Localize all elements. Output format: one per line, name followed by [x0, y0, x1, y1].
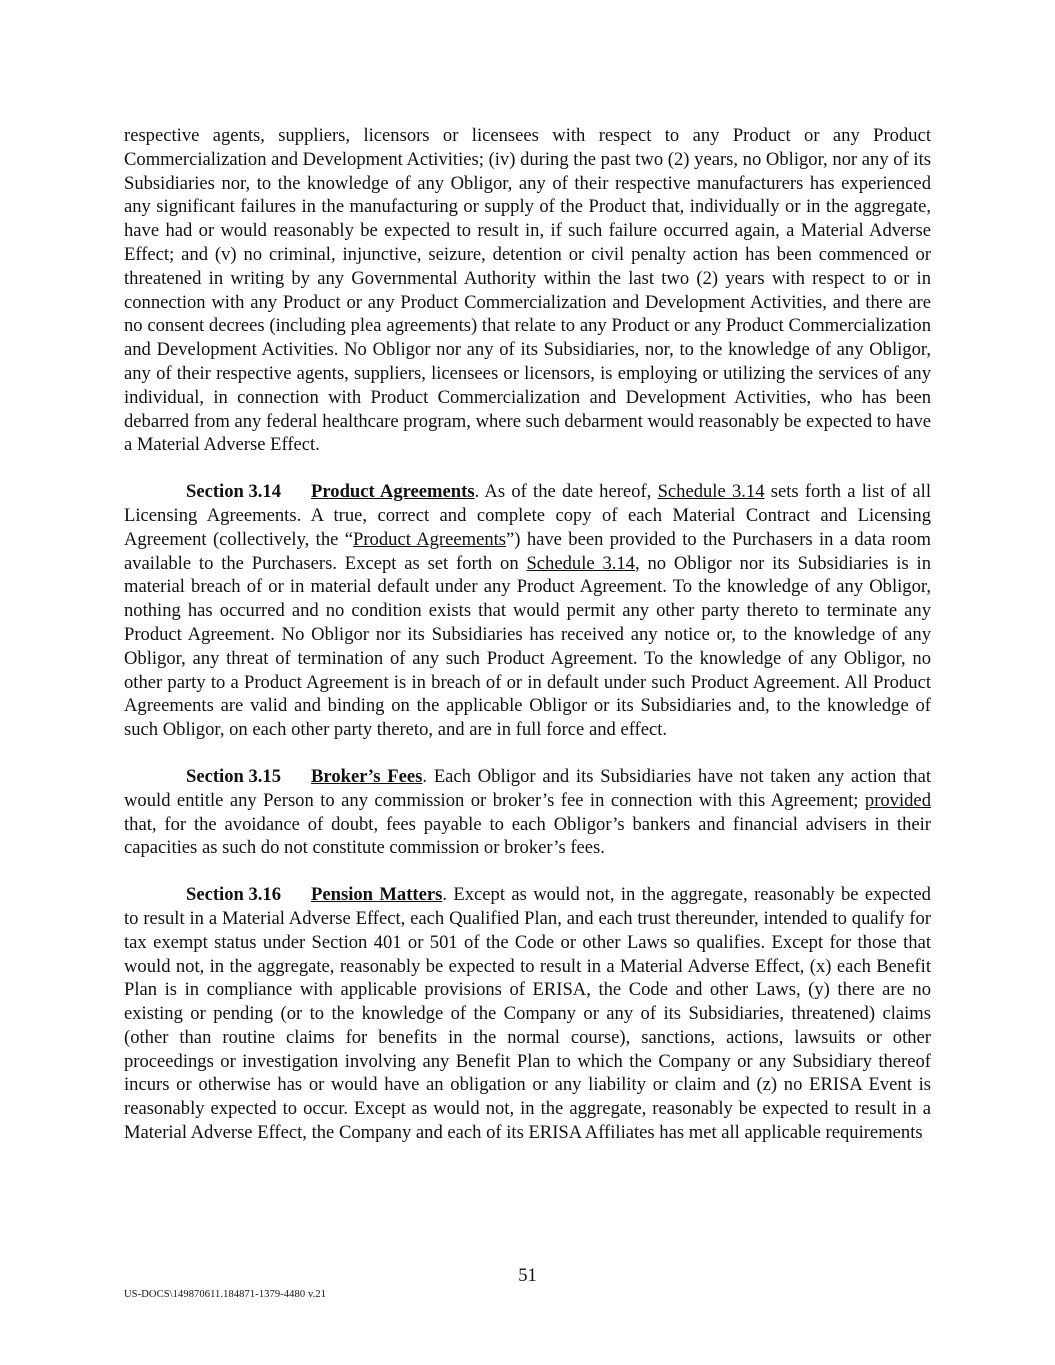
schedule-3-14-reference-2: Schedule 3.14: [526, 552, 635, 574]
section-3-15-title: Broker’s Fees: [311, 765, 423, 787]
product-agreements-defined-term: Product Agreements: [353, 528, 507, 550]
provided-proviso: provided: [864, 789, 931, 811]
section-3-15-text-2: that, for the avoidance of doubt, fees payable to each Obligor’s bankers and financial advisers in their capacities as such do not constitute commission or broker’s fees.: [124, 813, 931, 859]
section-3-14-text-2: sets forth a list of all Licensing Agreements. A true, correct and complete copy of each Material Contract and Licensing Agreement (collectively, the “: [124, 481, 931, 550]
section-3-14-title: Product Agreements: [311, 481, 475, 503]
page-number: 51: [518, 1265, 537, 1286]
document-body: [124, 124, 931, 1145]
schedule-3-14-reference: Schedule 3.14: [657, 481, 765, 503]
section-3-14-text-4: , no Obligor nor its Subsidiaries is in material breach of or in material default under any Product Agreement. To the knowledge of any Obligor, nothing has occurred and no condition exists that would permit any other party thereto to terminate any Product Agreement. No Obligor nor its Subsidiaries has received any notice or, to the knowledge of any Obligor, any threat of termination of any such Product Agreement. To the knowledge of any Obligor, no other party to a Product Agreement is in breach of or in default under such Product Agreement. All Product Agreements are valid and binding on the applicable Obligor or its Subsidiaries and, to the knowledge of such Obligor, on each other party thereto, and are in full force and effect.: [124, 552, 931, 741]
section-3-16-number: Section 3.16: [186, 884, 282, 906]
section-3-14-text-3: ”) have been provided to the Purchasers in a data room available to the Purchasers. Except as set forth on: [124, 528, 931, 574]
section-3-16-paragraph: [124, 883, 931, 1145]
section-3-15-paragraph: [124, 765, 931, 860]
section-3-15-number: Section 3.15: [186, 765, 282, 787]
section-3-14-paragraph: [124, 480, 931, 742]
section-3-16-title: Pension Matters: [311, 884, 443, 906]
section-3-14-number: Section 3.14: [186, 481, 282, 503]
section-3-14-text-1: . As of the date hereof,: [474, 481, 658, 503]
document-id: US-DOCS\149870611.184871-1379-4480 v.21: [124, 1289, 327, 1300]
section-3-15-text-1: . Each Obligor and its Subsidiaries have not taken any action that would entitle any Person to any commission or broker’s fee in connection with this Agreement;: [124, 765, 931, 811]
section-3-16-text-1: . Except as would not, in the aggregate, reasonably be expected to result in a Material Adverse Effect, each Qualified Plan, and each trust thereunder, intended to qualify for tax exempt status under Section 401 or 501 of the Code or other Laws so qualifies. Except for those that would not, in the aggregate, reasonably be expected to result in a Material Adverse Effect, (x) each Benefit Plan is in compliance with applicable provisions of ERISA, the Code and other Laws, (y) there are no existing or pending (or to the knowledge of the Company or any of its Subsidiaries, threatened) claims (other than routine claims for benefits in the normal course), sanctions, actions, lawsuits or other proceedings or investigation involving any Benefit Plan to which the Company or any Subsidiary thereof incurs or otherwise has or would have an obligation or any liability or claim and (z) no ERISA Event is reasonably expected to occur. Except as would not, in the aggregate, reasonably be expected to result in a Material Adverse Effect, the Company and each of its ERISA Affiliates has met all applicable requirements: [124, 884, 931, 1144]
continuation-paragraph: respective agents, suppliers, licensors or licensees with respect to any Product or any Product Commercialization and Development Activities; (iv) during the past two (2) years, no Obligor, nor any of its Subsidiaries nor, to the knowledge of any Obligor, any of their respective manufacturers has experienced any significant failures in the manufacturing or supply of the Product that, individually or in the aggregate, have had or would reasonably be expected to result in, if such failure occurred again, a Material Adverse Effect; and (v) no criminal, injunctive, seizure, detention or civil penalty action has been commenced or threatened in writing by any Governmental Authority within the last two (2) years with respect to or in connection with any Product or any Product Commercialization and Development Activities, and there are no consent decrees (including plea agreements) that relate to any Product or any Product Commercialization and Development Activities. No Obligor nor any of its Subsidiaries, nor, to the knowledge of any Obligor, any of their respective agents, suppliers, licensees or licensors, is employing or utilizing the services of any individual, in connection with Product Commercialization and Development Activities, who has been debarred from any federal healthcare program, where such debarment would reasonably be expected to have a Material Adverse Effect.: [124, 125, 931, 456]
